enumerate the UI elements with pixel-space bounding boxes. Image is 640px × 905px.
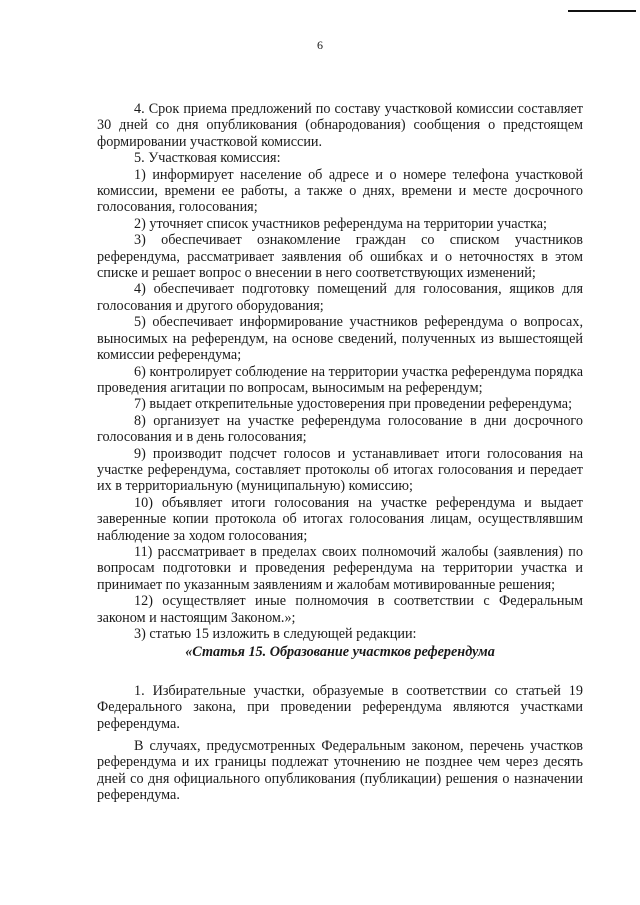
subitem-5: 5) обеспечивает информирование участников референдума о вопросах, выносимых на референдум, на основе сведений, полученных из вышестоящей комиссии референдума; [97, 314, 583, 364]
subitem-3: 3) обеспечивает ознакомление граждан со списком участников референдума, рассматривает заявления об ошибках и о неточностях в этом списке и решает вопрос о внесении в него соответствующих изменений; [97, 232, 583, 282]
paragraph-item-5: 5. Участковая комиссия: [134, 150, 281, 167]
subitem-10: 10) объявляет итоги голосования на участке референдума и выдает заверенные копии протокола об итогах голосования лицам, осуществлявшим наблюдение за ходом голосования; [97, 494, 583, 544]
subitem-2: 2) уточняет список участников референдума на территории участка; [134, 215, 548, 232]
subitem-7: 7) выдает открепительные удостоверения при проведении референдума; [134, 396, 573, 413]
article-paragraph-1: 1. Избирательные участки, образуемые в соответствии со статьей 19 Федерального закона, при проведении референдума являются участками референдума. [97, 682, 583, 732]
article-heading: «Статья 15. Образование участков референдума [185, 644, 495, 661]
subitem-4: 4) обеспечивает подготовку помещений для голосования, ящиков для голосования и другого оборудования; [97, 281, 583, 314]
subitem-1: 1) информирует население об адресе и о номере телефона участковой комиссии, времени ее работы, а также о днях, времени и месте досрочного голосования, голосования; [97, 166, 583, 216]
subitem-6: 6) контролирует соблюдение на территории участка референдума порядка проведения агитации по вопросам, выносимым на референдум; [97, 363, 583, 396]
page-number: 6 [317, 38, 323, 52]
subitem-11: 11) рассматривает в пределах своих полномочий жалобы (заявления) по вопросам подготовки и проведения референдума на территории участка и принимает по указанным заявлениям и жалобам мотивированные решения; [97, 543, 583, 593]
subitem-8: 8) организует на участке референдума голосование в дни досрочного голосования и в день голосования; [97, 412, 583, 446]
subitem-12: 12) осуществляет иные полномочия в соответствии с Федеральным законом и настоящим Законом.»; [97, 593, 583, 626]
article-paragraph-2: В случаях, предусмотренных Федеральным законом, перечень участков референдума и их границы подлежат уточнению не позднее чем через десять дней со дня официального опубликования (публикации) решения о назначении референдума. [97, 738, 583, 804]
paragraph-item-4: 4. Срок приема предложений по составу участковой комиссии составляет 30 дней со дня опубликования (обнародования) сообщения о предстоящем формировании участковой комиссии. [97, 101, 583, 150]
subitem-9: 9) производит подсчет голосов и устанавливает итоги голосования на участке референдума, составляет протоколы об итогах голосования и передает их в территориальную (муниципальную) комиссию; [97, 445, 583, 495]
amendment-instruction: 3) статью 15 изложить в следующей редакции: [134, 626, 417, 642]
document-body [97, 101, 583, 804]
top-rule [568, 10, 636, 12]
